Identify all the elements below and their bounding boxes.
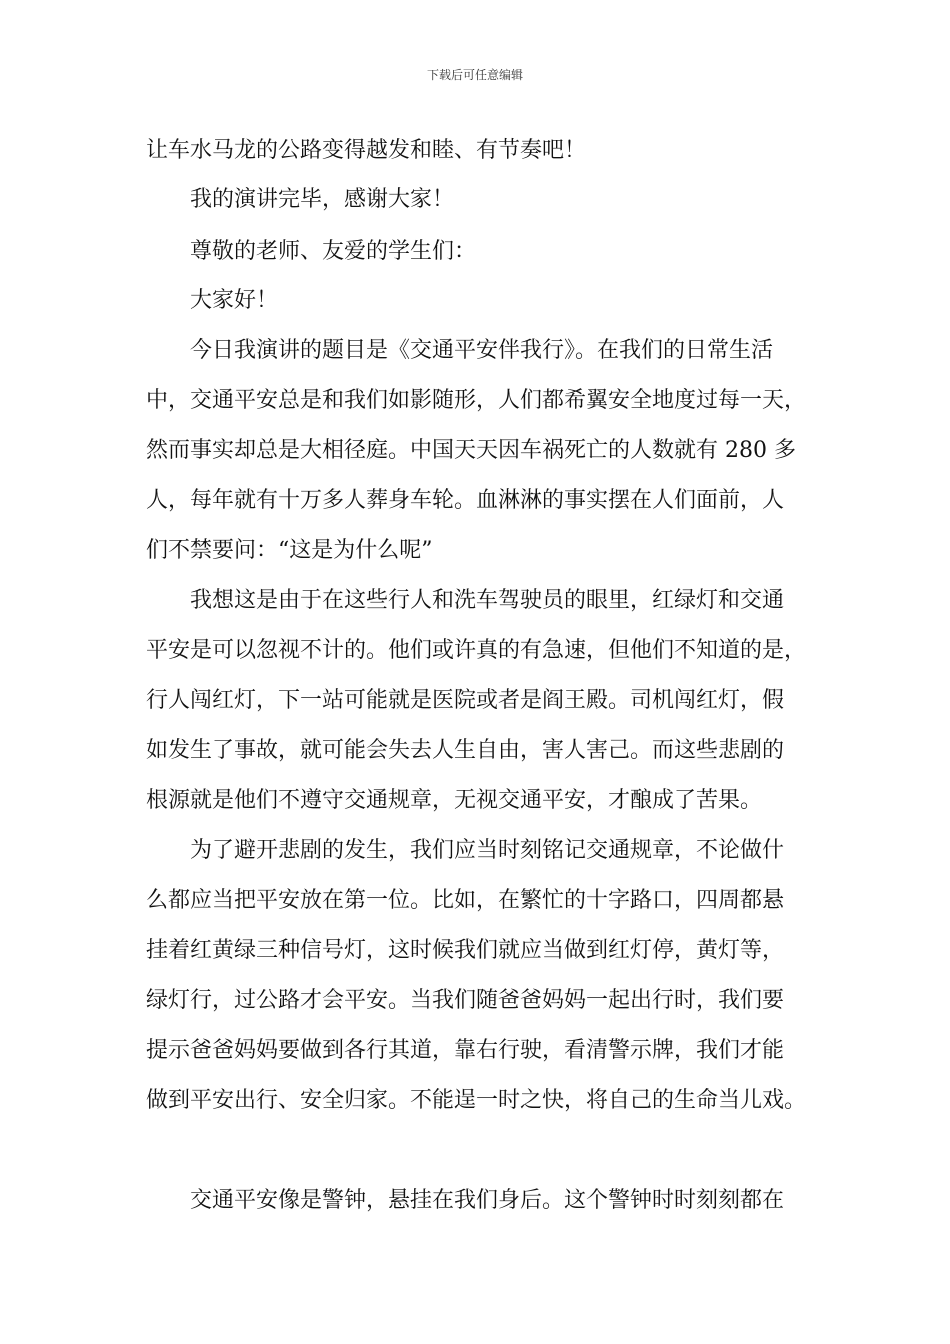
text-line: 根源就是他们不遵守交通规章，无视交通平安，才酿成了苦果。 — [146, 788, 763, 813]
page-header: 下载后可任意编辑 — [426, 68, 523, 82]
text-line: 我想这是由于在这些行人和洗车驾驶员的眼里，红绿灯和交通 — [190, 588, 785, 613]
text-line: 如发生了事故，就可能会失去人生自由，害人害己。而这些悲剧的 — [146, 738, 785, 763]
text-line: 为了避开悲剧的发生，我们应当时刻铭记交通规章，不论做什 — [190, 838, 785, 863]
text-line: 今日我演讲的题目是《交通平安伴我行》。在我们的日常生活 — [190, 338, 774, 363]
text-line: 们不禁要问：“这是为什么呢” — [146, 538, 433, 563]
text-line: 中，交通平安总是和我们如影随形，人们都希翼安全地度过每一天， — [146, 388, 807, 413]
text-line: 提示爸爸妈妈要做到各行其道，靠右行驶，看清警示牌，我们才能 — [146, 1038, 785, 1063]
text-line: 然而事实却总是大相径庭。中国天天因车祸死亡的人数就有 280 多 — [146, 438, 796, 463]
text-line: 做到平安出行、安全归家。不能逞一时之快，将自己的生命当儿戏。 — [146, 1088, 807, 1113]
text-line: 交通平安像是警钟，悬挂在我们身后。这个警钟时时刻刻都在 — [190, 1188, 785, 1213]
text-line: 我的演讲完毕，感谢大家！ — [190, 187, 455, 212]
text-line: 让车水马龙的公路变得越发和睦、有节奏吧！ — [146, 138, 587, 163]
text-line: 大家好！ — [190, 288, 279, 313]
text-line: 么都应当把平安放在第一位。比如，在繁忙的十字路口，四周都悬 — [146, 888, 785, 913]
text-line: 人，每年就有十万多人葬身车轮。血淋淋的事实摆在人们面前，人 — [146, 488, 785, 513]
text-line: 行人闯红灯，下一站可能就是医院或者是阎王殿。司机闯红灯，假 — [146, 688, 785, 713]
text-line: 挂着红黄绿三种信号灯，这时候我们就应当做到红灯停，黄灯等， — [146, 938, 785, 963]
text-line: 尊敬的老师、友爱的学生们： — [190, 239, 477, 264]
text-line: 绿灯行，过公路才会平安。当我们随爸爸妈妈一起出行时，我们要 — [146, 988, 785, 1013]
text-line: 平安是可以忽视不计的。他们或许真的有急速，但他们不知道的是， — [146, 638, 807, 663]
